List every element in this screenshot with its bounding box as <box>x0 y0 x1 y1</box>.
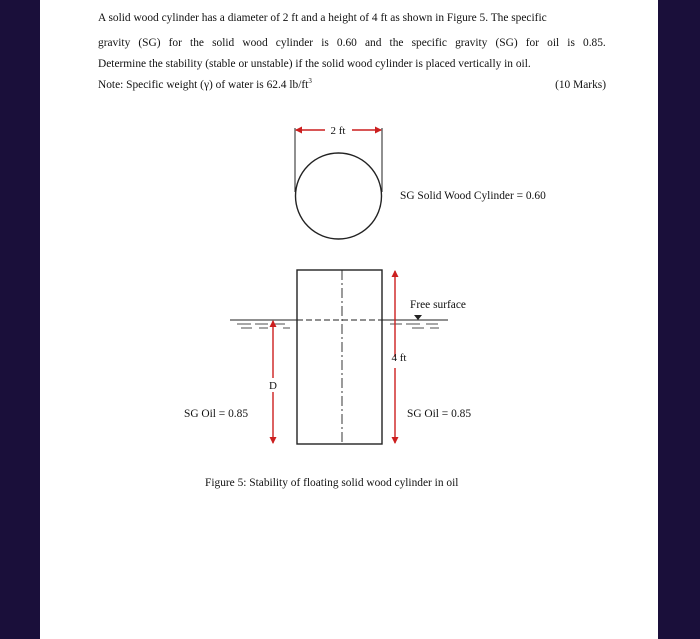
sg-wood-label: SG Solid Wood Cylinder = 0.60 <box>400 190 546 202</box>
document-page <box>40 0 658 639</box>
note-text: Note: Specific weight (γ) of water is 62.4 lb/ft <box>98 79 309 91</box>
free-surface-label: Free surface <box>410 299 466 311</box>
surface-hatching-left <box>237 324 290 328</box>
sg-oil-left-label: SG Oil = 0.85 <box>184 408 249 420</box>
height-label: 4 ft <box>391 352 407 364</box>
cylinder-side-view <box>297 270 382 444</box>
sg-oil-right-label: SG Oil = 0.85 <box>407 408 472 420</box>
problem-line-3: Determine the stability (stable or unstable) if the solid wood cylinder is placed vertically in oil. <box>98 58 531 70</box>
note-exponent: 3 <box>308 77 312 86</box>
free-surface-triangle-icon <box>414 315 422 320</box>
problem-line-1: A solid wood cylinder has a diameter of 2 ft and a height of 4 ft as shown in Figure 5. The specific <box>98 12 547 24</box>
figure-5-diagram <box>40 0 658 639</box>
depth-label: D <box>269 380 277 392</box>
figure-caption: Figure 5: Stability of floating solid wood cylinder in oil <box>205 477 459 489</box>
surface-hatching-right <box>390 324 439 328</box>
diameter-label: 2 ft <box>330 125 346 137</box>
cylinder-top-view-circle <box>296 153 382 239</box>
marks-label: (10 Marks) <box>555 79 606 91</box>
problem-line-2: gravity (SG) for the solid wood cylinder is 0.60 and the specific gravity (SG) for oil is 0.85. <box>98 37 606 49</box>
